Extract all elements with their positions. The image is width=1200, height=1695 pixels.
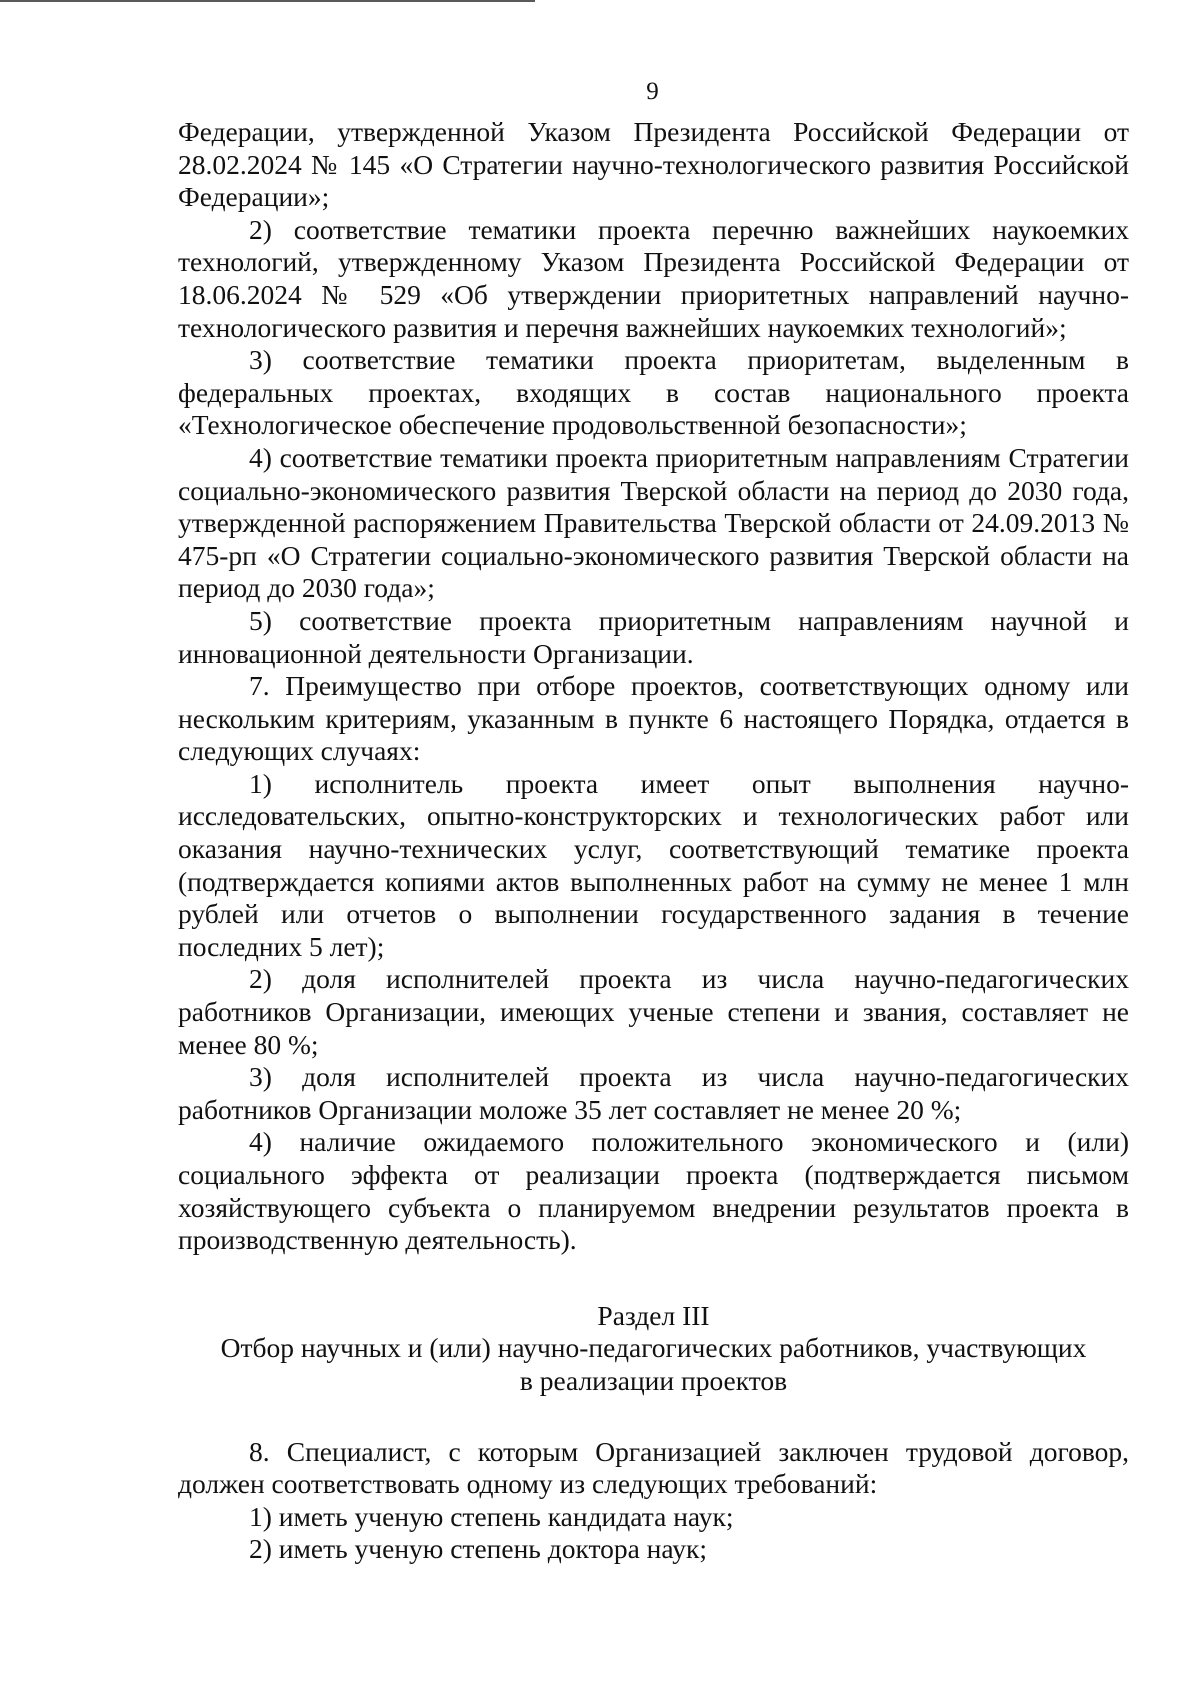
paragraph-item-7: 7. Преимущество при отборе проектов, соответствующих одному или нескольким критериям, указанным в пункте 6 настоящего Порядка, отдается в следующих случаях: [178, 670, 1129, 767]
paragraph-requirement-1: 1) иметь ученую степень кандидата наук; [249, 1500, 734, 1532]
section-subtitle-line-1: Отбор научных и (или) научно-педагогических работников, участвующих [220, 1332, 1087, 1364]
paragraph-continuation: Федерации, утвержденной Указом Президента Российской Федерации от 28.02.2024 № 145 «О Стратегии научно-технологического развития Российской Федерации»; [178, 116, 1129, 213]
paragraph-criterion-3: 3) соответствие тематики проекта приоритетам, выделенным в федеральных проектах, входящих в состав национального проекта «Технологическое обеспечение продовольственной безопасности»; [178, 344, 1129, 441]
paragraph-criterion-5: 5) соответствие проекта приоритетным направлениям научной и инновационной деятельности Организации. [178, 604, 1129, 669]
scan-edge-line [0, 0, 535, 2]
section-subtitle-line-2: в реализации проектов [519, 1364, 788, 1396]
section-spacer [178, 1398, 1129, 1436]
paragraph-preference-3: 3) доля исполнителей проекта из числа научно-педагогических работников Организации моложе 35 лет составляет не менее 20 %; [178, 1061, 1129, 1125]
paragraph-preference-2: 2) доля исполнителей проекта из числа научно-педагогических работников Организации, имеющих ученые степени и звания, составляет не менее 80 %; [178, 963, 1129, 1060]
paragraph-criterion-2: 2) соответствие тематики проекта перечню важнейших наукоемких технологий, утвержденному Указом Президента Российской Федерации от 18.06.2024 № 529 «Об утверждении приоритетных направлений научно-технологического развития и перечня важнейших наукоемких технологий»; [178, 213, 1129, 343]
paragraph-preference-1: 1) исполнитель проекта имеет опыт выполнения научно-исследовательских, опытно-конструкторских и технологических работ или оказания научно-технических услуг, соответствующий тематике проекта (подтверждается копиями актов выполненных работ на сумму не менее 1 млн рублей или отчетов о выполнении государственного задания в течение последних 5 лет); [178, 767, 1129, 962]
section-heading [178, 1300, 1129, 1398]
paragraph-preference-4: 4) наличие ожидаемого положительного экономического и (или) социального эффекта от реализации проекта (подтверждается письмом хозяйствующего субъекта о планируемом внедрении результатов проекта в производственную деятельность). [178, 1126, 1129, 1256]
paragraph-requirement-2: 2) иметь ученую степень доктора наук; [249, 1533, 707, 1565]
paragraph-criterion-4: 4) соответствие тематики проекта приоритетным направлениям Стратегии социально-экономического развития Тверской области на период до 2030 года, утвержденной распоряжением Правительства Тверской области от 24.09.2013 № 475-рп «О Стратегии социально-экономического развития Тверской области на период до 2030 года»; [178, 441, 1129, 604]
document-body [178, 116, 1129, 1566]
section-title: Раздел III [597, 1299, 710, 1331]
page-number: 9 [646, 78, 659, 105]
paragraph-item-8: 8. Специалист, с которым Организацией заключен трудовой договор, должен соответствовать одному из следующих требований: [178, 1435, 1129, 1500]
